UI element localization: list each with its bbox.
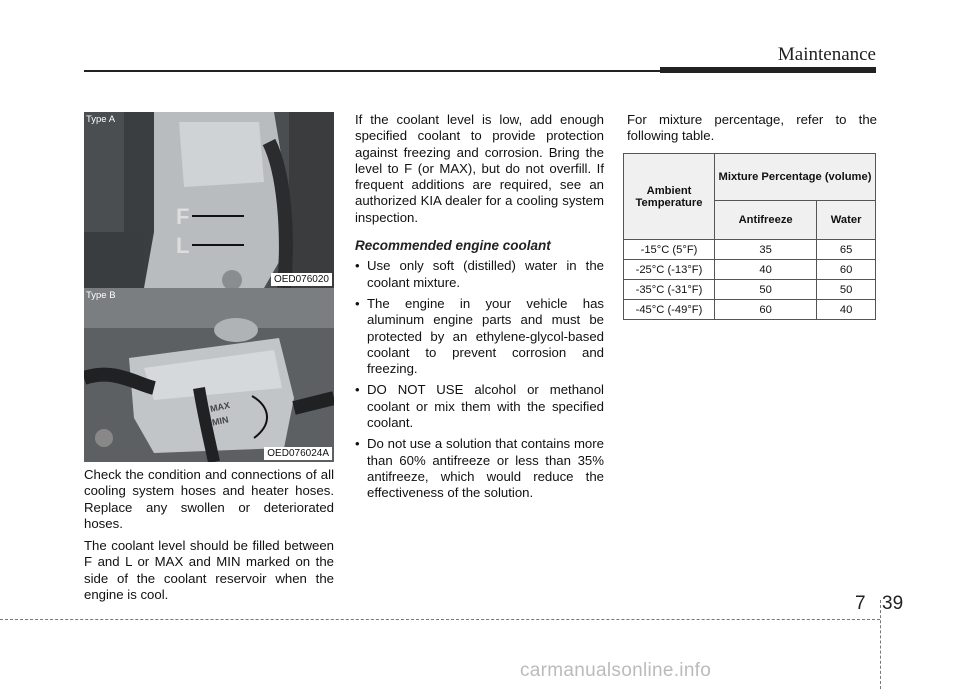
list-item: • Use only soft (distilled) water in the coolant mixture. [355,258,604,291]
paragraph: Check the condition and connections of all cooling system hoses and heater hoses. Replace any swollen or deteriorated hoses. [84,467,334,531]
mark-max: MAX [209,400,231,414]
column-2-text [355,112,604,507]
figure-code-a: OED076020 [271,273,332,286]
cell-temp: -15°C (5°F) [624,240,715,260]
table-row [624,280,876,300]
column-3-text [627,112,877,151]
column-1-text [84,467,334,609]
page-number: 39 [882,593,904,614]
cell-temp: -45°C (-49°F) [624,300,715,320]
bullet-list [355,258,604,501]
figure-code-b: OED076024A [264,447,332,460]
table-row [624,240,876,260]
cell-antifreeze: 60 [715,300,817,320]
cell-water: 60 [817,260,876,280]
figure-type-a [84,112,334,288]
mark-l: L [176,233,190,258]
subheading: Recommended engine coolant [355,238,551,254]
cell-water: 65 [817,240,876,260]
section-title: Maintenance [777,44,876,65]
paragraph: The coolant level should be filled between F and L or MAX and MIN marked on the side of the coolant reservoir when the engine is cool. [84,538,334,603]
table-row [624,260,876,280]
mark-f: F [176,204,190,229]
cell-antifreeze: 40 [715,260,817,280]
footer-rule [0,619,880,620]
header-ambient: Ambient Temperature [624,154,715,240]
list-item: • The engine in your vehicle has aluminum engine parts and must be protected by an ethylene-glycol-based coolant to prevent corrosion and freezing. [355,296,604,377]
footer-divider [880,600,881,689]
reservoir-a-illustration [84,112,334,288]
list-item: • DO NOT USE alcohol or methanol coolant or mix them with the specified coolant. [355,382,604,431]
cell-water: 40 [817,300,876,320]
cell-antifreeze: 50 [715,280,817,300]
mark-min: MIN [211,414,230,428]
figure-label-a: Type A [86,114,116,125]
header-water: Water [817,201,876,240]
paragraph: If the coolant level is low, add enough specified coolant to provide protection against freezing and corrosion. Bring the level to F (or MAX), but do not overfill. If frequent additions are required, see an authorized KIA dealer for a cooling system inspection. [355,112,604,225]
header-mixture: Mixture Percentage (volume) [715,154,876,201]
cell-antifreeze: 35 [715,240,817,260]
paragraph: For mixture percentage, refer to the following table. [627,112,877,144]
chapter-number: 7 [855,593,866,614]
header-rule-accent [660,67,876,73]
figure-type-b [84,288,334,462]
figure-label-b: Type B [86,290,116,301]
reservoir-b-illustration [84,288,334,462]
list-item: • Do not use a solution that contains more than 60% antifreeze or less than 35% antifreeze, which would reduce the effectiveness of the solution. [355,436,604,501]
cell-water: 50 [817,280,876,300]
header-antifreeze: Antifreeze [715,201,817,240]
mixture-table [623,153,876,320]
header-rule [84,70,660,72]
table-row [624,300,876,320]
cell-temp: -35°C (-31°F) [624,280,715,300]
cell-temp: -25°C (-13°F) [624,260,715,280]
watermark: carmanualsonline.info [520,660,712,681]
